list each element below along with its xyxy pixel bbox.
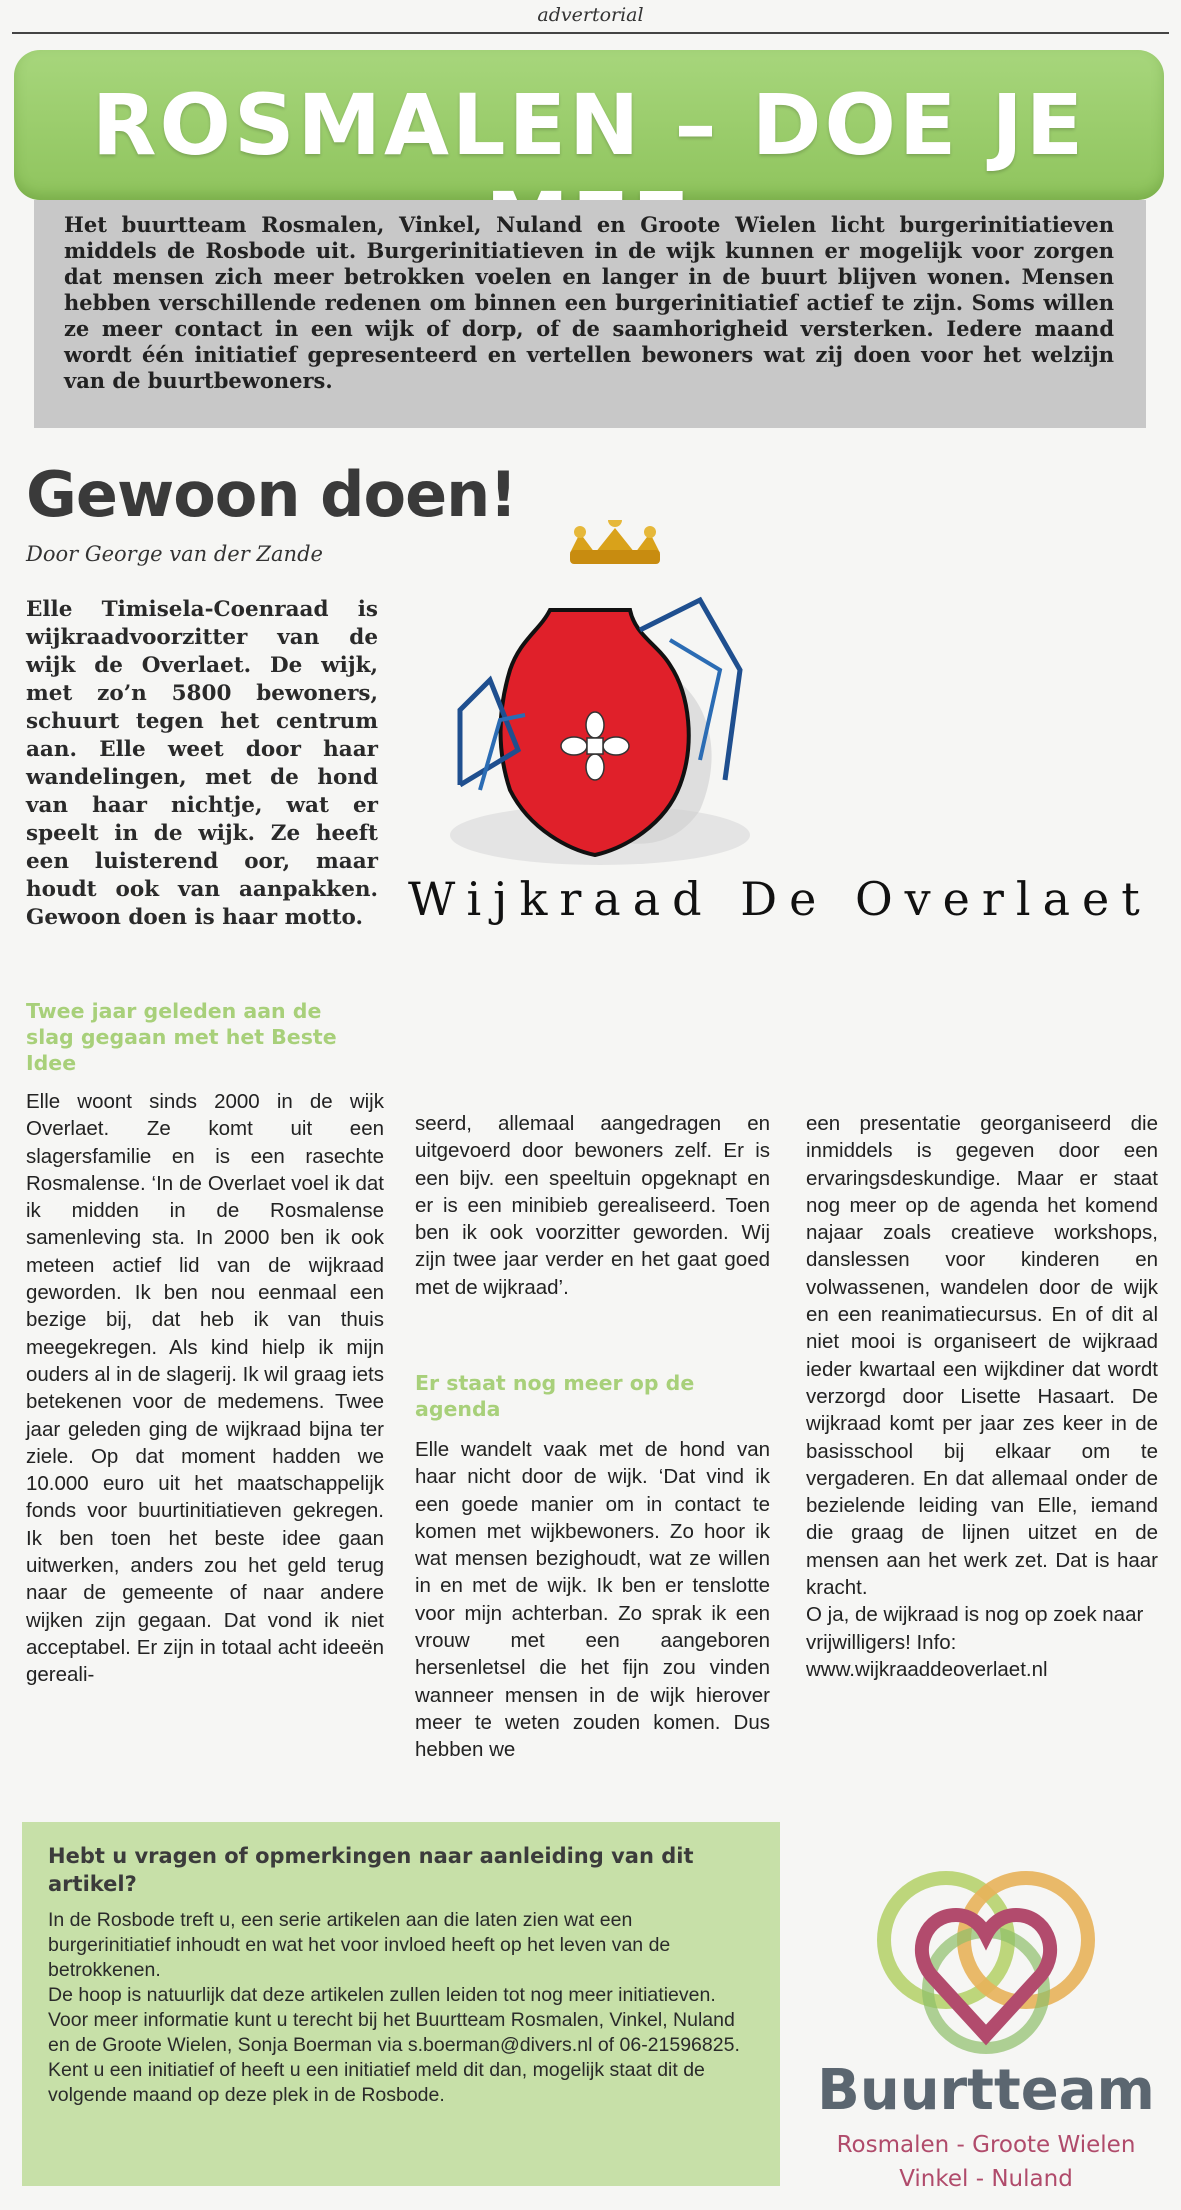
article-column-1	[26, 1088, 384, 1689]
info-box-paragraph-1: In de Rosbode treft u, een serie artikelen aan die laten zien wat een burgerinitiatief inhoudt en wat het voor invloed heeft op het leven van de betrokkenen.	[48, 1909, 671, 1981]
intro-box	[34, 200, 1146, 428]
article-lead	[26, 596, 378, 932]
column-3-text: een presentatie georganiseerd die inmiddels is gegeven door een ervaringsdeskundige. Maar er staat nog meer op de agenda het komend najaar zoals creatieve workshops, danslessen voor kinderen en volwassenen, wandelen door de wijk en een reanimatiecursus. En of dit al niet mooi is organiseert de wijkraad ieder kwartaal een wijkdiner dat wordt verzorgd door Lisette Hasaart. De wijkraad komt per jaar zes keer in de basisschool bij elkaar om te vergaderen. En dat allemaal onder de bezielende leiding van Elle, iemand die graag de lijnen uitzet en de mensen aan het werk zet. Dat is haar kracht.	[806, 1112, 1158, 1600]
advertorial-label: advertorial	[537, 4, 644, 26]
page-header	[0, 0, 1181, 40]
buurtteam-subtitle-1: Rosmalen - Groote Wielen	[836, 2132, 1136, 2158]
title-banner	[14, 50, 1164, 200]
website-link[interactable]: www.wijkraaddeoverlaet.nl	[806, 1657, 1048, 1681]
column-2b-text: Elle wandelt vaak met de hond van haar nicht door de wijk. ‘Dat vind ik een goede manier om in contact te komen met wijkbewoners. Zo hoor ik wat mensen bezighoudt, wat ze willen in en met de wijk. Ik ben er tenslotte voor mijn achterban. Zo sprak ik een vrouw met een aangeboren hersenletsel die het fijn zou vinden wanneer mensen in de wijk hierover meer te weten zouden komen. Dus hebben we	[415, 1438, 770, 1762]
article-column-2b	[415, 1436, 770, 1764]
header-rule	[12, 32, 1169, 34]
intro-text: Het buurtteam Rosmalen, Vinkel, Nuland en Groote Wielen licht burgerinitiatieven middels de Rosbode uit. Burgerinitiatieven in de wijk kunnen er mogelijk voor zorgen dat mensen zich meer betrokken voelen en langer in de buurt blijven wonen. Mensen hebben verschillende redenen om binnen een burgerinitiatief actief te zijn. Soms willen ze meer contact in een wijk of dorp, of de saamhorigheid versterken. Iedere maand wordt één initiatief gepresenteerd en vertellen bewoners wat zij doen voor het welzijn van de buurtbewoners.	[64, 212, 1114, 393]
buurtteam-title: Buurtteam	[817, 2058, 1155, 2123]
info-box	[22, 1822, 780, 2186]
info-box-paragraph-2: De hoop is natuurlijk dat deze artikelen zullen leiden tot nog meer initiatieven. Voor meer informatie kunt u terecht bij het Buurtteam Rosmalen, Vinkel, Nuland en de Groote Wielen, Sonja Boerman via s.boerman@divers.nl of 06-21596825.	[48, 1984, 740, 2056]
lead-text: Elle Timisela-Coenraad is wijkraadvoorzitter van de wijk de Overlaet. De wijk, met zo’n 5800 bewoners, schuurt tegen het centrum aan. Elle weet door haar wandelingen, met de hond van haar nichtje, wat er speelt in de wijk. Ze heeft een luisterend oor, maar houdt ook van aanpakken. Gewoon doen is haar motto.	[26, 597, 378, 930]
subhead-beste-idee: Twee jaar geleden aan de slag gegaan met het Beste Idee	[26, 999, 337, 1075]
article-column-3	[806, 1110, 1158, 1683]
column-3-closing: O ja, de wijkraad is nog op zoek naar vrijwilligers! Info:	[806, 1603, 1144, 1654]
article-byline: Door George van der Zande	[26, 542, 323, 566]
info-box-title: Hebt u vragen of opmerkingen naar aanleiding van dit artikel?	[48, 1844, 694, 1896]
article-headline: Gewoon doen!	[26, 458, 517, 531]
buurtteam-knot-icon	[806, 1860, 1166, 2060]
article-column-2	[415, 1110, 770, 1301]
banner-title: ROSMALEN – DOE JE	[91, 76, 1087, 174]
column-2-text: seerd, allemaal aangedragen en uitgevoerd door bewoners zelf. Er is een bijv. een speeltuin opgeknapt en er is een minibieb gerealiseerd. Toen ben ik ook voorzitter geworden. Wij zijn twee jaar verder en het gaat goed met de wijkraad’.	[415, 1112, 770, 1299]
column-1-text: Elle woont sinds 2000 in de wijk Overlaet. Ze komt uit een slagersfamilie en is een rasechte Rosmalense. ‘In de Overlaet voel ik dat ik midden in de Rosmalense samenleving sta. In 2000 ben ik ook meteen actief lid van de wijkraad geworden. Ik ben nou eenmaal een bezige bij, dat heb ik van thuis meegekregen. Als kind hielp ik mijn ouders al in de slagerij. Ik wil graag iets betekenen voor de medemens. Twee jaar geleden ging de wijkraad bijna ter ziele. Op dat moment hadden we 10.000 euro uit het maatschappelijk fonds voor buurtinitiatieven gekregen. Ik ben toen het beste idee gaan uitwerken, anders zou het geld terug naar de gemeente of naar andere wijken zijn gegaan. Dat vond ik niet acceptabel. Er zijn in totaal acht ideeën gereali-	[26, 1090, 384, 1687]
info-box-paragraph-3: Kent u een initiatief of heeft u een initiatief meld dit dan, mogelijk staat dit de volgende maand op deze plek in de Rosbode.	[48, 2059, 705, 2106]
wijkraad-logo-text: Wijkraad De Overlaet	[408, 872, 1152, 926]
buurtteam-subtitle-2: Vinkel - Nuland	[899, 2166, 1073, 2192]
subhead-agenda: Er staat nog meer op de agenda	[415, 1371, 695, 1421]
